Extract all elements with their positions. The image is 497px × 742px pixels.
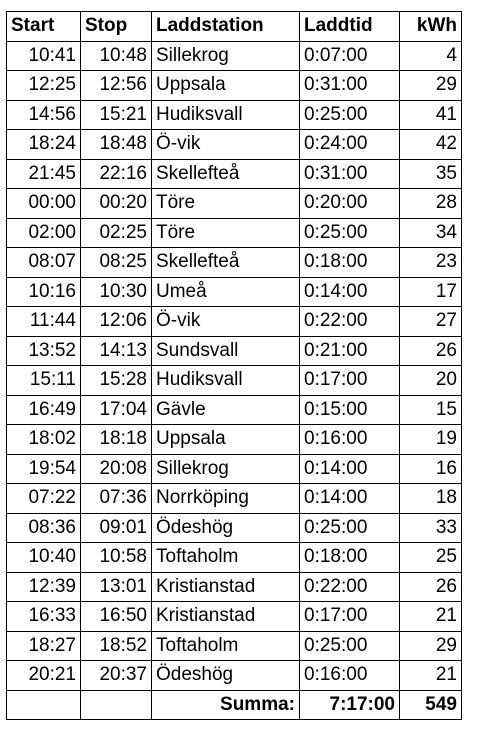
cell-stop: 10:48: [81, 41, 152, 71]
table-row: [7, 484, 462, 514]
cell-charge-time: 0:24:00: [300, 130, 400, 160]
cell-charge-time: 0:18:00: [300, 248, 400, 278]
table-row: [7, 395, 462, 425]
table-row: [7, 71, 462, 101]
cell-stop: 18:18: [81, 425, 152, 455]
cell-kwh: 34: [400, 218, 462, 248]
cell-start: 12:25: [7, 71, 81, 101]
cell-station: Uppsala: [152, 425, 300, 455]
cell-charge-time: 0:15:00: [300, 395, 400, 425]
cell-charge-time: 0:25:00: [300, 513, 400, 543]
cell-charge-time: 0:25:00: [300, 218, 400, 248]
cell-stop: 15:21: [81, 100, 152, 130]
table-row: [7, 336, 462, 366]
cell-charge-time: 0:14:00: [300, 277, 400, 307]
cell-kwh: 19: [400, 425, 462, 455]
cell-start: 21:45: [7, 159, 81, 189]
charging-log-table: [6, 11, 462, 720]
cell-start: 16:49: [7, 395, 81, 425]
cell-kwh: 18: [400, 484, 462, 514]
header-charge-time: Laddtid: [300, 12, 400, 42]
table-row: [7, 425, 462, 455]
cell-station: Uppsala: [152, 71, 300, 101]
cell-kwh: 41: [400, 100, 462, 130]
cell-kwh: 21: [400, 602, 462, 632]
cell-station: Hudiksvall: [152, 100, 300, 130]
cell-kwh: 42: [400, 130, 462, 160]
cell-stop: 20:08: [81, 454, 152, 484]
cell-kwh: 23: [400, 248, 462, 278]
cell-kwh: 35: [400, 159, 462, 189]
cell-station: Hudiksvall: [152, 366, 300, 396]
table-row: [7, 307, 462, 337]
cell-kwh: 28: [400, 189, 462, 219]
cell-kwh: 4: [400, 41, 462, 71]
cell-start: 18:02: [7, 425, 81, 455]
cell-start: 15:11: [7, 366, 81, 396]
cell-start: 08:36: [7, 513, 81, 543]
cell-start: 10:40: [7, 543, 81, 573]
cell-charge-time: 0:22:00: [300, 307, 400, 337]
cell-charge-time: 0:25:00: [300, 100, 400, 130]
cell-station: Ö-vik: [152, 130, 300, 160]
cell-charge-time: 0:18:00: [300, 543, 400, 573]
cell-stop: 07:36: [81, 484, 152, 514]
cell-station: Sillekrog: [152, 454, 300, 484]
cell-start: 08:07: [7, 248, 81, 278]
cell-kwh: 29: [400, 631, 462, 661]
summary-kwh: 549: [400, 690, 462, 720]
header-start: Start: [7, 12, 81, 42]
cell-kwh: 26: [400, 336, 462, 366]
cell-station: Sillekrog: [152, 41, 300, 71]
cell-charge-time: 0:22:00: [300, 572, 400, 602]
table-row: [7, 572, 462, 602]
summary-empty-cell: [81, 690, 152, 720]
table-row: [7, 631, 462, 661]
cell-station: Toftaholm: [152, 543, 300, 573]
cell-charge-time: 0:21:00: [300, 336, 400, 366]
cell-kwh: 15: [400, 395, 462, 425]
cell-stop: 09:01: [81, 513, 152, 543]
table-row: [7, 277, 462, 307]
summary-time: 7:17:00: [300, 690, 400, 720]
cell-start: 13:52: [7, 336, 81, 366]
cell-charge-time: 0:31:00: [300, 71, 400, 101]
cell-start: 00:00: [7, 189, 81, 219]
table-row: [7, 661, 462, 691]
cell-station: Toftaholm: [152, 631, 300, 661]
table-row: [7, 130, 462, 160]
cell-stop: 10:30: [81, 277, 152, 307]
cell-station: Kristianstad: [152, 602, 300, 632]
cell-start: 14:56: [7, 100, 81, 130]
cell-start: 12:39: [7, 572, 81, 602]
cell-charge-time: 0:14:00: [300, 454, 400, 484]
cell-charge-time: 0:07:00: [300, 41, 400, 71]
cell-start: 07:22: [7, 484, 81, 514]
cell-station: Kristianstad: [152, 572, 300, 602]
cell-stop: 20:37: [81, 661, 152, 691]
cell-charge-time: 0:16:00: [300, 425, 400, 455]
cell-start: 10:16: [7, 277, 81, 307]
summary-row: [7, 690, 462, 720]
cell-stop: 08:25: [81, 248, 152, 278]
cell-start: 20:21: [7, 661, 81, 691]
cell-kwh: 27: [400, 307, 462, 337]
table-row: [7, 454, 462, 484]
cell-station: Ödeshög: [152, 661, 300, 691]
table-row: [7, 218, 462, 248]
cell-station: Ö-vik: [152, 307, 300, 337]
cell-stop: 16:50: [81, 602, 152, 632]
cell-stop: 17:04: [81, 395, 152, 425]
cell-station: Töre: [152, 189, 300, 219]
cell-kwh: 17: [400, 277, 462, 307]
cell-station: Töre: [152, 218, 300, 248]
cell-start: 16:33: [7, 602, 81, 632]
cell-kwh: 33: [400, 513, 462, 543]
cell-start: 18:24: [7, 130, 81, 160]
table-row: [7, 543, 462, 573]
table-row: [7, 100, 462, 130]
table-row: [7, 602, 462, 632]
cell-kwh: 26: [400, 572, 462, 602]
cell-charge-time: 0:14:00: [300, 484, 400, 514]
cell-stop: 02:25: [81, 218, 152, 248]
cell-stop: 12:06: [81, 307, 152, 337]
cell-charge-time: 0:31:00: [300, 159, 400, 189]
cell-start: 19:54: [7, 454, 81, 484]
header-station: Laddstation: [152, 12, 300, 42]
summary-empty-cell: [7, 690, 81, 720]
cell-charge-time: 0:16:00: [300, 661, 400, 691]
cell-stop: 12:56: [81, 71, 152, 101]
cell-kwh: 25: [400, 543, 462, 573]
cell-charge-time: 0:25:00: [300, 631, 400, 661]
cell-station: Sundsvall: [152, 336, 300, 366]
table-row: [7, 513, 462, 543]
table-body: [7, 41, 462, 690]
cell-start: 18:27: [7, 631, 81, 661]
cell-station: Gävle: [152, 395, 300, 425]
cell-kwh: 20: [400, 366, 462, 396]
cell-start: 02:00: [7, 218, 81, 248]
header-row: [7, 12, 462, 42]
header-stop: Stop: [81, 12, 152, 42]
cell-stop: 22:16: [81, 159, 152, 189]
cell-stop: 15:28: [81, 366, 152, 396]
cell-stop: 00:20: [81, 189, 152, 219]
cell-start: 10:41: [7, 41, 81, 71]
header-kwh: kWh: [400, 12, 462, 42]
table-row: [7, 41, 462, 71]
table-row: [7, 366, 462, 396]
cell-start: 11:44: [7, 307, 81, 337]
cell-stop: 18:48: [81, 130, 152, 160]
cell-station: Norrköping: [152, 484, 300, 514]
cell-station: Skellefteå: [152, 159, 300, 189]
cell-station: Ödeshög: [152, 513, 300, 543]
cell-station: Umeå: [152, 277, 300, 307]
cell-charge-time: 0:17:00: [300, 366, 400, 396]
cell-stop: 18:52: [81, 631, 152, 661]
table-row: [7, 159, 462, 189]
cell-kwh: 29: [400, 71, 462, 101]
cell-kwh: 21: [400, 661, 462, 691]
cell-stop: 10:58: [81, 543, 152, 573]
summary-label: Summa:: [152, 690, 300, 720]
cell-stop: 14:13: [81, 336, 152, 366]
cell-charge-time: 0:17:00: [300, 602, 400, 632]
cell-charge-time: 0:20:00: [300, 189, 400, 219]
table-row: [7, 189, 462, 219]
cell-station: Skellefteå: [152, 248, 300, 278]
table-row: [7, 248, 462, 278]
cell-stop: 13:01: [81, 572, 152, 602]
cell-kwh: 16: [400, 454, 462, 484]
